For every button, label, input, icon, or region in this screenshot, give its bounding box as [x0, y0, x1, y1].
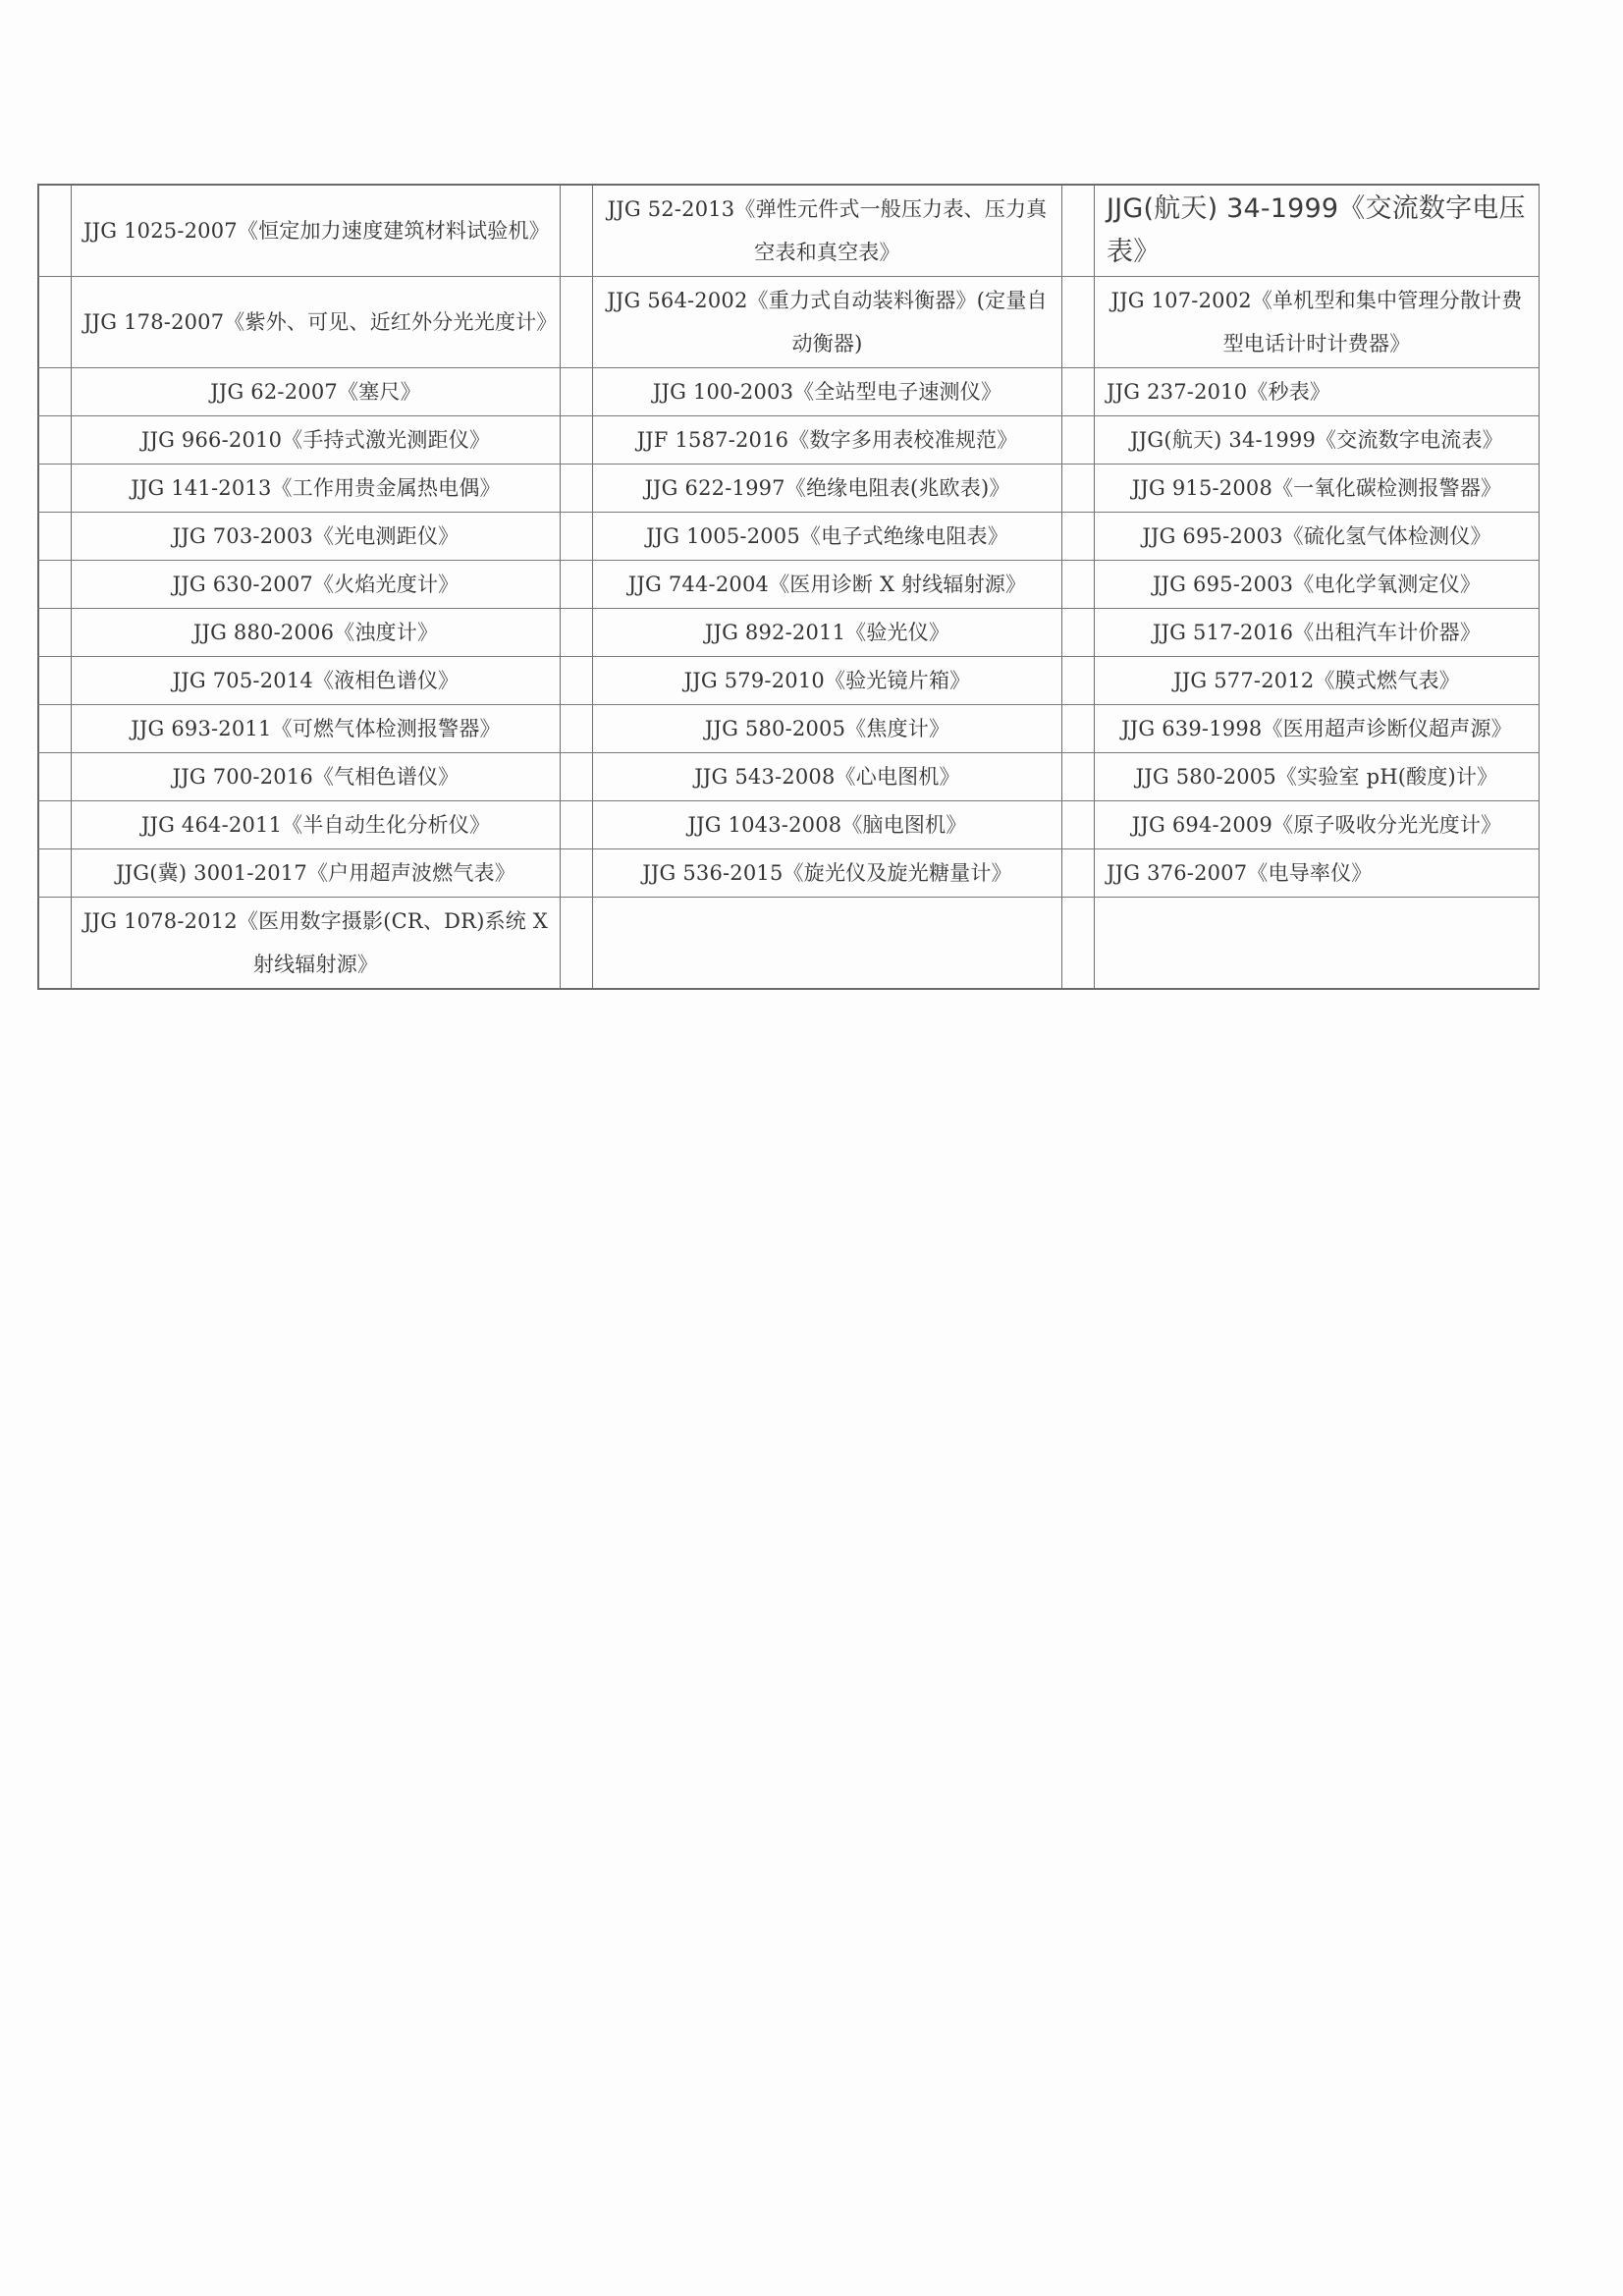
row-spacer: [37, 849, 71, 897]
table-cell: JJG 703-2003《光电测距仪》: [71, 513, 560, 560]
table-row: [37, 898, 1540, 988]
row-spacer: [1061, 753, 1094, 800]
row-spacer: [560, 368, 592, 415]
table-cell: JJG 695-2003《电化学氧测定仪》: [1094, 561, 1540, 608]
row-spacer: [1061, 186, 1094, 276]
row-spacer: [1061, 465, 1094, 512]
table-cell: JJG 700-2016《气相色谱仪》: [71, 753, 560, 800]
row-spacer: [37, 277, 71, 367]
table-cell: [1094, 898, 1540, 988]
row-spacer: [37, 898, 71, 988]
table-row: [37, 416, 1540, 465]
table-cell: JJG 579-2010《验光镜片箱》: [592, 657, 1061, 704]
table-row: [37, 513, 1540, 561]
table-row: [37, 705, 1540, 753]
row-spacer: [1061, 561, 1094, 608]
table-cell: JJG 107-2002《单机型和集中管理分散计费型电话计时计费器》: [1094, 277, 1540, 367]
row-spacer: [37, 753, 71, 800]
row-spacer: [1061, 898, 1094, 988]
table-row: [37, 609, 1540, 657]
row-spacer: [560, 561, 592, 608]
table-cell: JJG 237-2010《秒表》: [1094, 368, 1540, 415]
row-spacer: [37, 561, 71, 608]
table-row: [37, 849, 1540, 898]
row-spacer: [37, 609, 71, 656]
table-cell: JJG 543-2008《心电图机》: [592, 753, 1061, 800]
table-cell: JJG 1005-2005《电子式绝缘电阻表》: [592, 513, 1061, 560]
row-spacer: [37, 186, 71, 276]
table-cell: JJG 622-1997《绝缘电阻表(兆欧表)》: [592, 465, 1061, 512]
table-cell: JJG 1025-2007《恒定加力速度建筑材料试验机》: [71, 186, 560, 276]
row-spacer: [560, 465, 592, 512]
row-spacer: [1061, 368, 1094, 415]
row-spacer: [1061, 416, 1094, 464]
table-cell: JJG 630-2007《火焰光度计》: [71, 561, 560, 608]
table-row: [37, 465, 1540, 513]
table-cell: JJG 376-2007《电导率仪》: [1094, 849, 1540, 897]
row-spacer: [560, 705, 592, 752]
row-spacer: [37, 465, 71, 512]
row-spacer: [1061, 609, 1094, 656]
row-spacer: [37, 657, 71, 704]
table-cell: JJG 1078-2012《医用数字摄影(CR、DR)系统 X 射线辐射源》: [71, 898, 560, 988]
row-spacer: [560, 898, 592, 988]
table-cell: JJF 1587-2016《数字多用表校准规范》: [592, 416, 1061, 464]
table-cell: [592, 898, 1061, 988]
row-spacer: [560, 513, 592, 560]
table-row: [37, 753, 1540, 801]
row-spacer: [37, 416, 71, 464]
table-cell: JJG 639-1998《医用超声诊断仪超声源》: [1094, 705, 1540, 752]
row-spacer: [37, 513, 71, 560]
table-cell: JJG 178-2007《紫外、可见、近红外分光光度计》: [71, 277, 560, 367]
table-row: [37, 561, 1540, 609]
table-cell: JJG 564-2002《重力式自动装料衡器》(定量自动衡器): [592, 277, 1061, 367]
row-spacer: [560, 849, 592, 897]
row-spacer: [37, 368, 71, 415]
table-row: [37, 801, 1540, 849]
table-cell: JJG 141-2013《工作用贵金属热电偶》: [71, 465, 560, 512]
table-cell: JJG 693-2011《可燃气体检测报警器》: [71, 705, 560, 752]
row-spacer: [1061, 705, 1094, 752]
table-cell: JJG 1043-2008《脑电图机》: [592, 801, 1061, 848]
row-spacer: [1061, 277, 1094, 367]
table-cell: JJG 915-2008《一氧化碳检测报警器》: [1094, 465, 1540, 512]
table-cell: JJG 695-2003《硫化氢气体检测仪》: [1094, 513, 1540, 560]
table-row: [37, 186, 1540, 277]
row-spacer: [560, 657, 592, 704]
row-spacer: [1061, 801, 1094, 848]
table-cell: JJG(航天) 34-1999《交流数字电压表》: [1094, 186, 1540, 276]
table-cell: JJG 517-2016《出租汽车计价器》: [1094, 609, 1540, 656]
table-row: [37, 368, 1540, 416]
row-spacer: [37, 801, 71, 848]
row-spacer: [560, 753, 592, 800]
table-row: [37, 657, 1540, 705]
table-cell: JJG 966-2010《手持式激光测距仪》: [71, 416, 560, 464]
table-cell: JJG 892-2011《验光仪》: [592, 609, 1061, 656]
row-spacer: [560, 801, 592, 848]
table-cell: JJG 464-2011《半自动生化分析仪》: [71, 801, 560, 848]
table-cell: JJG 100-2003《全站型电子速测仪》: [592, 368, 1061, 415]
row-spacer: [37, 705, 71, 752]
row-spacer: [1061, 513, 1094, 560]
table-cell: JJG 580-2005《焦度计》: [592, 705, 1061, 752]
table-cell: JJG(冀) 3001-2017《户用超声波燃气表》: [71, 849, 560, 897]
row-spacer: [560, 186, 592, 276]
table-cell: JJG 52-2013《弹性元件式一般压力表、压力真空表和真空表》: [592, 186, 1061, 276]
row-spacer: [560, 609, 592, 656]
table-cell: JJG 536-2015《旋光仪及旋光糖量计》: [592, 849, 1061, 897]
row-spacer: [560, 277, 592, 367]
standards-grid: [37, 184, 1540, 990]
standards-table: [37, 184, 1540, 990]
table-cell: JJG 694-2009《原子吸收分光光度计》: [1094, 801, 1540, 848]
table-cell: JJG 62-2007《塞尺》: [71, 368, 560, 415]
row-spacer: [1061, 657, 1094, 704]
table-cell: JJG(航天) 34-1999《交流数字电流表》: [1094, 416, 1540, 464]
row-spacer: [1061, 849, 1094, 897]
table-cell: JJG 880-2006《浊度计》: [71, 609, 560, 656]
table-cell: JJG 577-2012《膜式燃气表》: [1094, 657, 1540, 704]
table-row: [37, 277, 1540, 368]
row-spacer: [560, 416, 592, 464]
table-cell: JJG 580-2005《实验室 pH(酸度)计》: [1094, 753, 1540, 800]
table-cell: JJG 744-2004《医用诊断 X 射线辐射源》: [592, 561, 1061, 608]
table-cell: JJG 705-2014《液相色谱仪》: [71, 657, 560, 704]
